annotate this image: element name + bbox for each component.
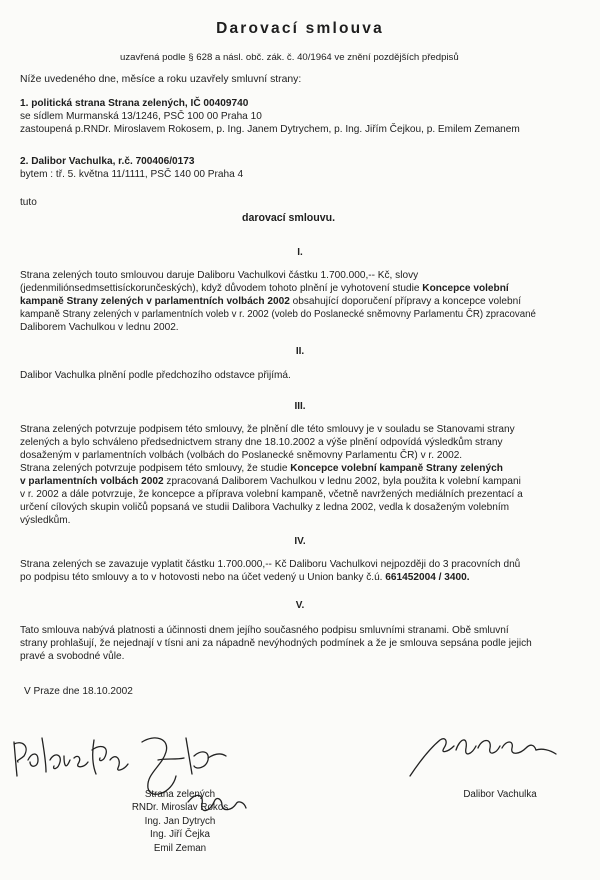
section-4-line-1: Strana zelených se zavazuje vyplatit částku 1.700.000,-- Kč Daliboru Vachulkovi nejpozději do 3 pracovních dnů xyxy=(20,559,521,570)
signatory-cejka: Ing. Jiří Čejka xyxy=(150,829,210,841)
section-3-line-7: určení cílových skupin voličů popsaná ve studii Dalibora Vachulky z ledna 2002, vedla k dosaženým volebním xyxy=(20,502,510,513)
section-3-line-5: v parlamentních volbách 2002 zpracovaná Daliborem Vachulkou v lednu 2002, byla použita k volební kampani xyxy=(20,476,521,487)
section-2-line-1: Dalibor Vachulka plnění podle předchozího odstavce přijímá. xyxy=(20,370,291,381)
section-3-line-1: Strana zelených potvrzuje podpisem této smlouvy, že plnění dle této smlouvy je v souladu se Stanovami strany xyxy=(20,424,515,435)
section-5-line-1: Tato smlouva nabývá platnosti a účinnosti dnem jejího současného podpisu smluvními stranami. Obě smluvní xyxy=(20,625,509,636)
section-3-line-6: v r. 2002 a dále potvrzuje, že koncepce a příprava volební kampaně, včetně navržených mediálních prezentací a xyxy=(20,489,523,500)
signatory-dytrych: Ing. Jan Dytrych xyxy=(144,815,216,827)
left-signatories xyxy=(110,788,250,855)
section-1-line-2: (jedenmiliónsedmsettisíckorunčeských), když důvodem tohoto plnění je vyhotovení studie Koncepce volební xyxy=(20,283,509,294)
signatory-party: Strana zelených xyxy=(144,789,216,800)
section-5-line-3: pravé a svobodné vůle. xyxy=(20,651,125,662)
signatory-rokos: RNDr. Miroslav Rokos xyxy=(131,802,229,814)
section-1-line-4: kampaně Strany zelených v parlamentních voleb v r. 2002 (voleb do Poslanecké sněmovny Parlamentu ČR) zpracované xyxy=(20,309,536,320)
place-date: V Praze dne 18.10.2002 xyxy=(24,686,133,697)
section-3-line-2: zelených a bylo schváleno předsednictvem strany dne 18.10.2002 a výše plnění odpovídá výsledkům strany xyxy=(20,437,503,448)
section-3-heading: III. xyxy=(294,401,306,412)
party1-name: 1. politická strana Strana zelených, IČ 00409740 xyxy=(20,98,249,109)
section-5-heading: V. xyxy=(295,600,305,611)
section-3-line-8: výsledkům. xyxy=(20,515,71,526)
contract-name: darovací smlouvu. xyxy=(242,212,336,224)
party2-name: 2. Dalibor Vachulka, r.č. 700406/0173 xyxy=(20,156,195,167)
section-1-line-5: Daliborem Vachulkou v lednu 2002. xyxy=(20,322,179,333)
section-1-heading: I. xyxy=(297,247,303,258)
party1-address: se sídlem Murmanská 13/1246, PSČ 100 00 Praha 10 xyxy=(20,111,262,122)
tuto-text: tuto xyxy=(20,197,37,208)
section-5-line-2: strany prohlašují, že nejednají v tísni ani za nápadně nevýhodných podmínek a že je smlouva sepsána podle jejich xyxy=(20,638,532,649)
signatory-zeman: Emil Zeman xyxy=(153,842,207,854)
section-3-line-3: dosaženým v parlamentních volbách (volbách do Poslanecké sněmovny Parlamentu ČR) v r. 2002. xyxy=(20,450,463,461)
party1-representatives: zastoupená p.RNDr. Miroslavem Rokosem, p. Ing. Janem Dytrychem, p. Ing. Jiřím Čejkou, p. Emilem Zemanem xyxy=(20,124,520,135)
section-4-heading: IV. xyxy=(294,536,306,547)
section-4-line-2: po podpisu této smlouvy a to v hotovosti nebo na účet vedený u Union banky č.ú. 661452004 / 3400. xyxy=(20,572,470,583)
intro-text: Níže uvedeného dne, měsíce a roku uzavřely smluvní strany: xyxy=(20,74,302,85)
section-1-line-3: kampaně Strany zelených v parlamentních volbách 2002 obsahující doporučení přípravy a koncepce volební xyxy=(20,296,522,307)
document-subtitle: uzavřená podle § 628 a násl. obč. zák. č. 40/1964 ve znění pozdějších předpisů xyxy=(120,52,459,63)
section-2-heading: II. xyxy=(295,346,305,357)
document-title: Darovací smlouva xyxy=(216,20,384,37)
party2-address: bytem : tř. 5. května 11/1111, PSČ 140 00 Praha 4 xyxy=(20,169,244,180)
right-signatory: Dalibor Vachulka xyxy=(463,789,537,800)
section-1-line-1: Strana zelených touto smlouvou daruje Daliboru Vachulkovi částku 1.700.000,-- Kč, slovy xyxy=(20,270,419,281)
right-signature-graphic xyxy=(400,710,580,800)
section-3-line-4: Strana zelených potvrzuje podpisem této smlouvy, že studie Koncepce volební kampaně Strany zelených xyxy=(20,463,503,474)
